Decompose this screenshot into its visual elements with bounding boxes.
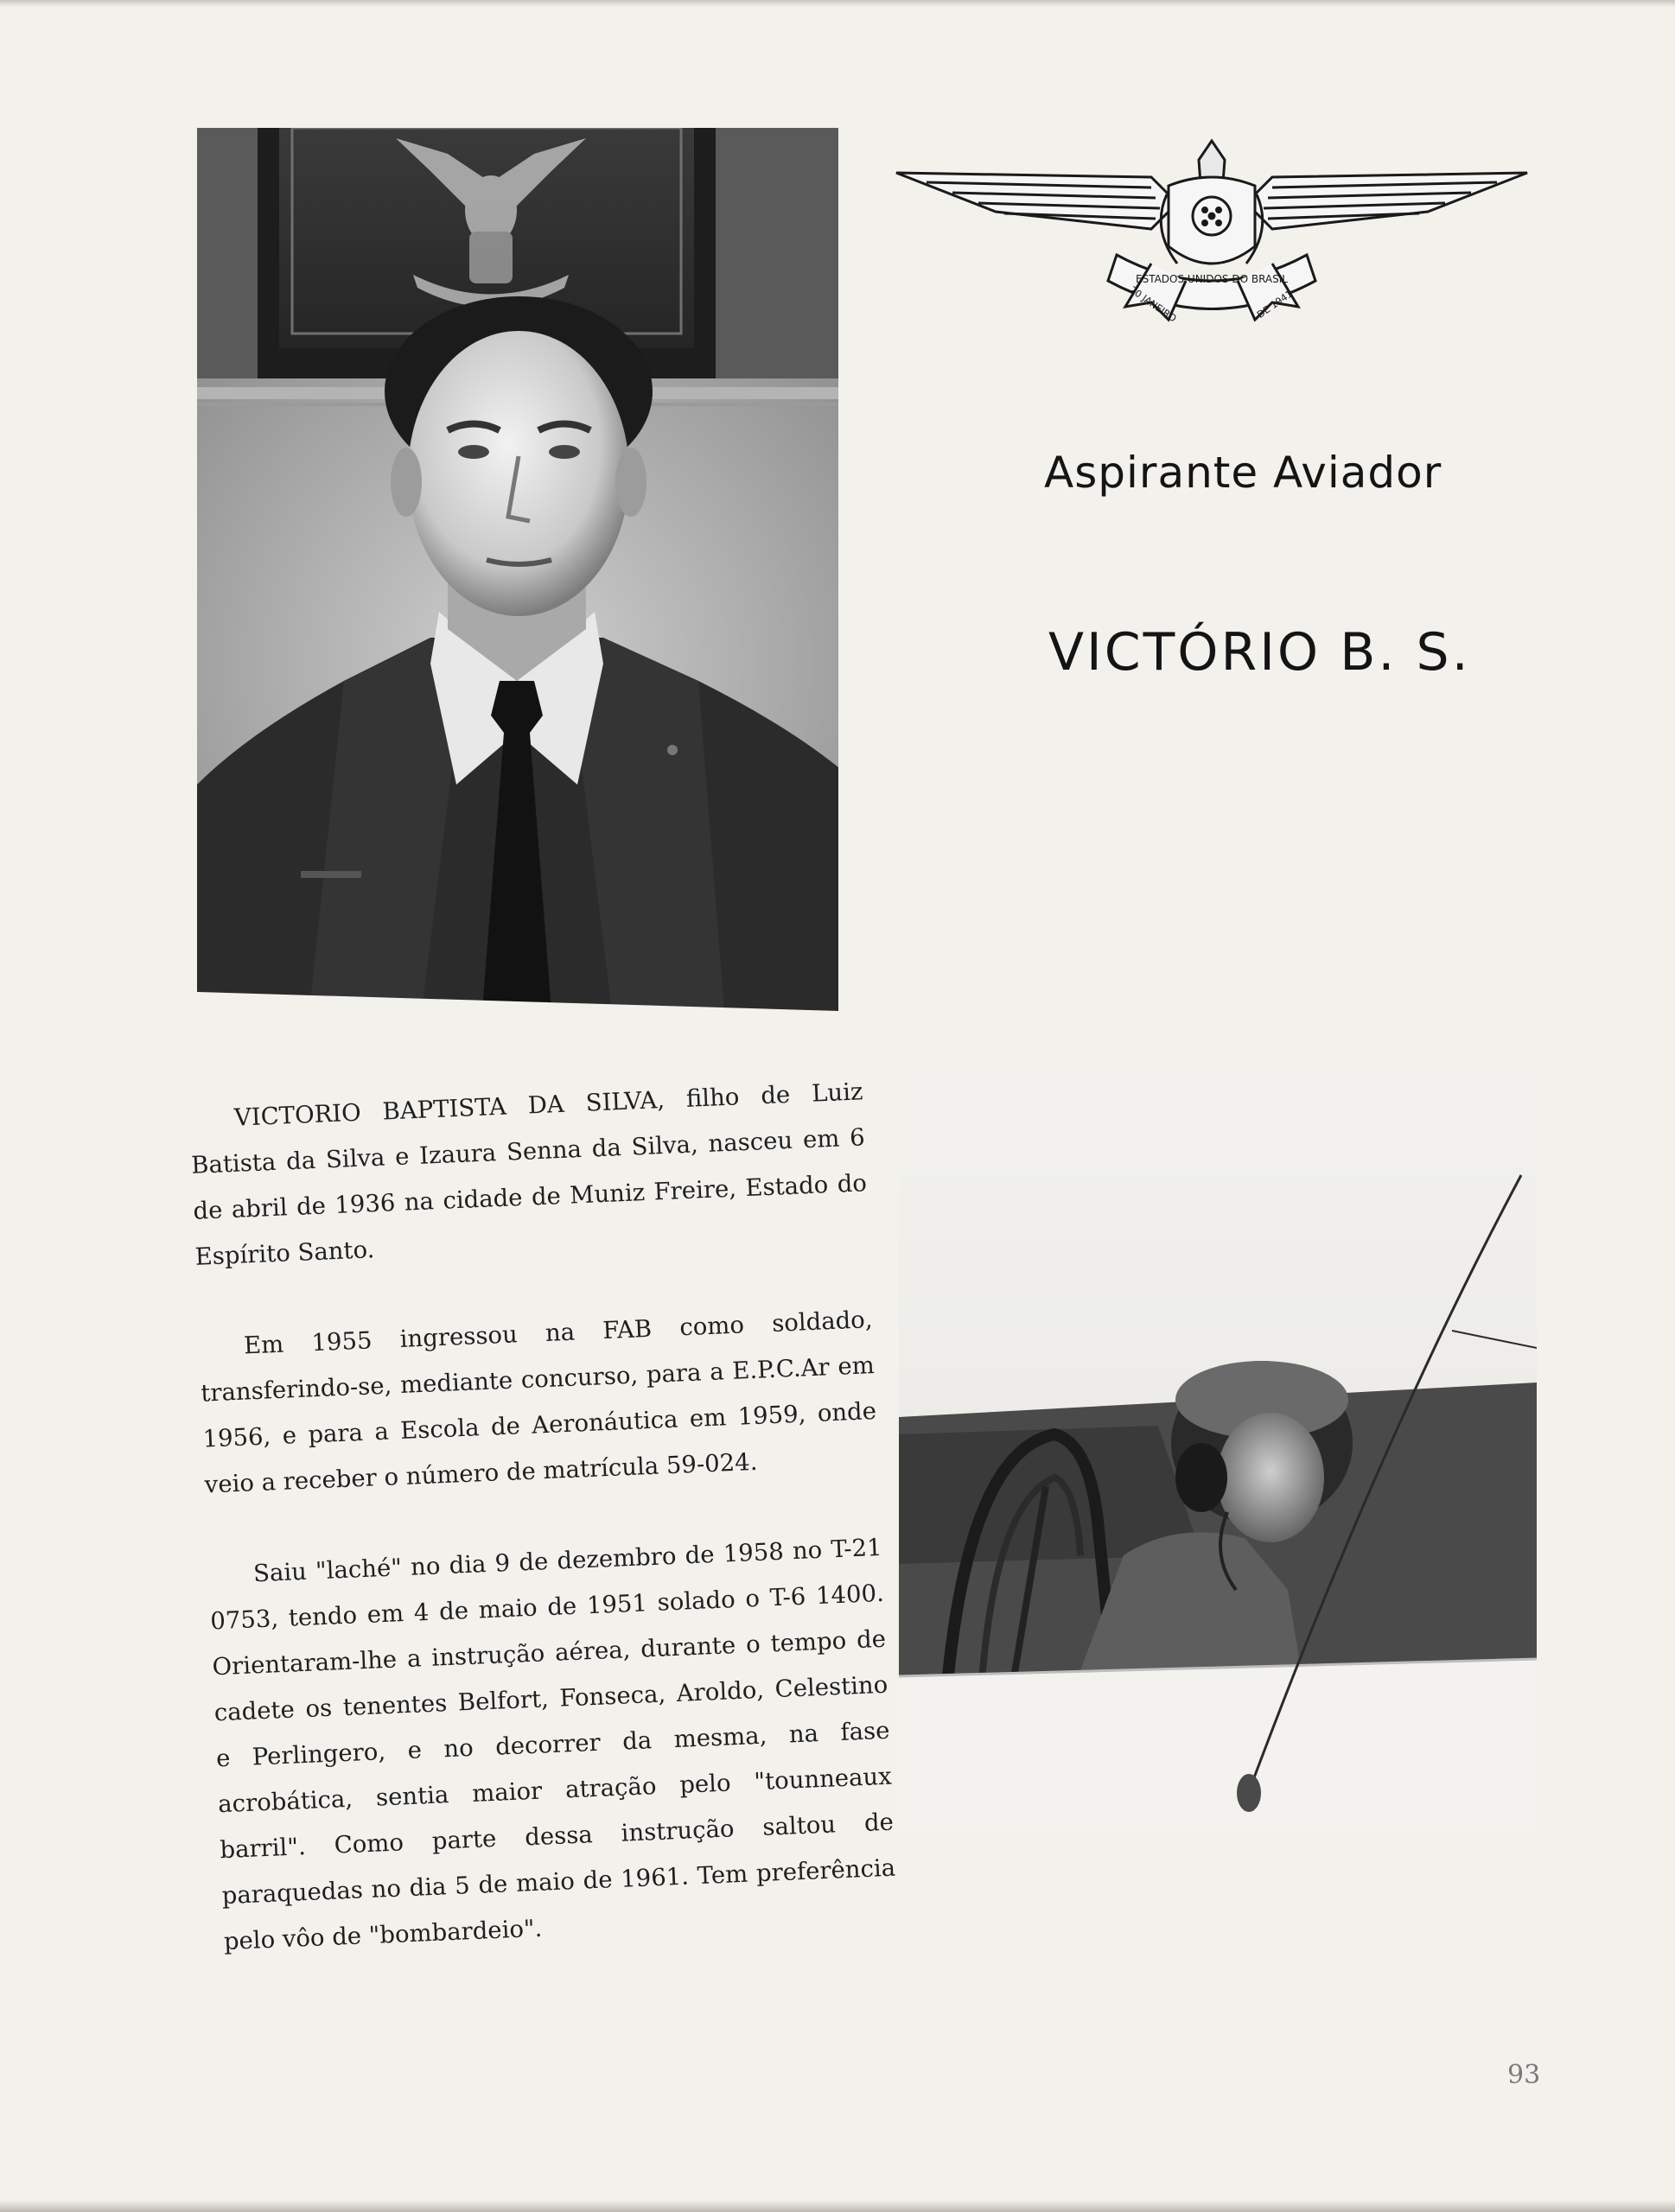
page-edge-top	[0, 0, 1675, 7]
page-edge-bottom	[0, 2200, 1675, 2212]
biography-paragraph-3: Saiu "laché" no dia 9 de dezembro de 1958 no T-21 0753, tendo em 4 de maio de 1951 solado o T-6 1400. Orientaram-lhe a instrução aérea, durante o tempo de cadete os tenentes Belfort, Fonseca, Aroldo, Celestino e Perlingero, e no decorrer da mesma, na fase acrobática, sentia maior atração pelo "tounneaux barril". Como parte dessa instrução saltou de paraquedas no dia 5 de maio de 1961. Tem preferência pelo vôo de "bombardeio".	[209, 1533, 896, 1956]
emblem-date-left: 20 JANEIRO	[1127, 283, 1179, 325]
cadet-name: VICTÓRIO B. S.	[1048, 622, 1471, 683]
air-force-wings-emblem-icon	[892, 134, 1532, 333]
biography-paragraph-2: Em 1955 ingressou na FAB como soldado, transferindo-se, mediante concurso, para a E.P.C.Ar em 1956, e para a Escola de Aeronáutica em 1959, onde veio a receber o número de matrícula 59-024.	[200, 1306, 877, 1499]
biography-paragraph-1: VICTORIO BAPTISTA DA SILVA, filho de Luiz Batista da Silva e Izaura Senna da Silva, nasceu em 6 de abril de 1936 na cidade de Muniz Freire, Estado do Espírito Santo.	[190, 1077, 868, 1271]
cockpit-photo	[899, 1071, 1537, 1832]
rank-title: Aspirante Aviador	[1044, 448, 1443, 498]
portrait-photo	[197, 128, 838, 1011]
emblem-band-text: ESTADOS UNIDOS DO BRASIL	[1136, 273, 1288, 285]
biography	[188, 1069, 901, 2010]
emblem-date-right: DE 1941	[1255, 288, 1295, 321]
page-number: 93	[1507, 2060, 1541, 2090]
